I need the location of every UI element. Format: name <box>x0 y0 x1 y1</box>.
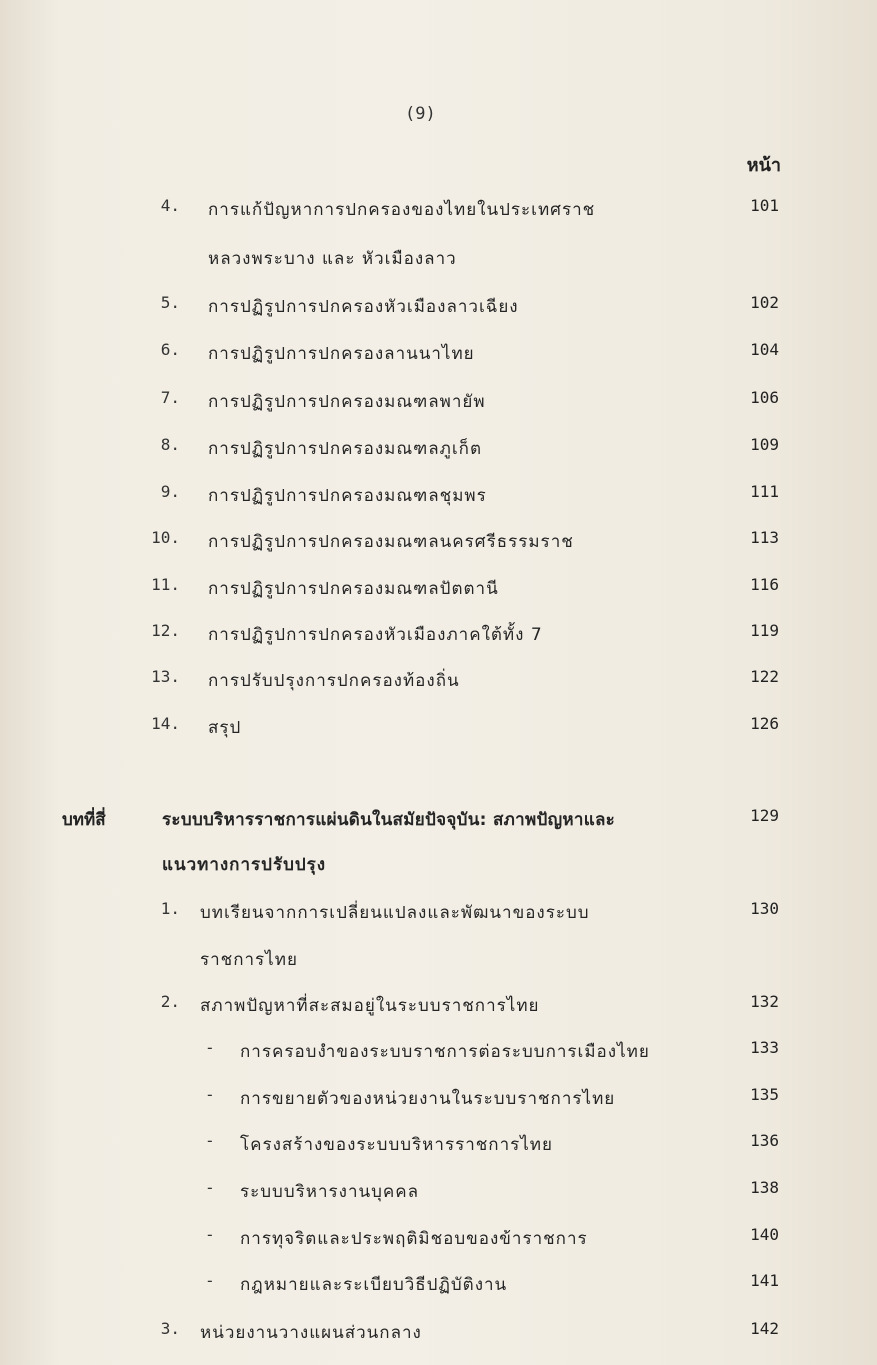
toc-entry <box>0 1319 877 1349</box>
toc-entry <box>0 946 877 976</box>
chapter-page: 129 <box>750 806 779 825</box>
entry-number: 3. <box>160 1319 180 1338</box>
toc-entry <box>0 435 877 465</box>
page-number: (9) <box>405 104 436 124</box>
bullet-dash: - <box>205 1131 215 1150</box>
toc-entry <box>0 340 877 370</box>
toc-sub-item <box>0 1271 877 1301</box>
entry-page: 116 <box>750 575 779 594</box>
entry-page: 111 <box>750 482 779 501</box>
chapter-heading <box>0 806 877 836</box>
chapter-title-continued: แนวทางการปรับปรุง <box>162 855 327 875</box>
entry-title: หน่วยงานวางแผนส่วนกลาง <box>200 1323 422 1343</box>
toc-entry <box>0 528 877 558</box>
entry-number: 6. <box>160 340 180 359</box>
entry-number: 9. <box>160 482 180 501</box>
entry-number: 12. <box>151 621 180 640</box>
toc-entry <box>0 482 877 512</box>
entry-number: 4. <box>160 196 180 215</box>
entry-title: การปฏิรูปการปกครองมณฑลพายัพ <box>208 392 486 412</box>
sub-item-page: 140 <box>750 1225 779 1244</box>
entry-title: การปฏิรูปการปกครองลานนาไทย <box>208 344 475 364</box>
sub-item-page: 141 <box>750 1271 779 1290</box>
toc-entry <box>0 388 877 418</box>
entry-title: การปฏิรูปการปกครองมณฑลปัตตานี <box>208 579 499 599</box>
entry-page: 126 <box>750 714 779 733</box>
page-column-header: หน้า <box>746 155 781 176</box>
chapter-heading-continued <box>0 851 877 881</box>
toc-sub-item <box>0 1225 877 1255</box>
entry-title: การปฏิรูปการปกครองมณฑลชุมพร <box>208 486 487 506</box>
entry-page: 102 <box>750 293 779 312</box>
sub-item-page: 136 <box>750 1131 779 1150</box>
toc-sub-item <box>0 1178 877 1208</box>
entry-number: 14. <box>151 714 180 733</box>
sub-item-title: ระบบบริหารงานบุคคล <box>240 1182 420 1202</box>
toc-entry <box>0 667 877 697</box>
bullet-dash: - <box>205 1271 215 1290</box>
toc-entry <box>0 575 877 605</box>
chapter-label: บทที่สี่ <box>62 810 106 830</box>
entry-page: 113 <box>750 528 779 547</box>
entry-title: บทเรียนจากการเปลี่ยนแปลงและพัฒนาของระบบ <box>200 903 590 923</box>
entry-page: 104 <box>750 340 779 359</box>
entry-number: 10. <box>151 528 180 547</box>
toc-sub-item <box>0 1085 877 1115</box>
toc-entry <box>0 714 877 744</box>
toc-sub-item <box>0 1131 877 1161</box>
toc-entry <box>0 196 877 226</box>
chapter-title: ระบบบริหารราชการแผ่นดินในสมัยปัจจุบัน: สภาพปัญหาและ <box>162 810 616 830</box>
sub-item-title: โครงสร้างของระบบบริหารราชการไทย <box>240 1135 553 1155</box>
entry-title: การปฏิรูปการปกครองมณฑลนครศรีธรรมราช <box>208 532 574 552</box>
entry-title: การปรับปรุงการปกครองท้องถิ่น <box>208 671 460 691</box>
sub-item-title: กฎหมายและระเบียบวิธีปฏิบัติงาน <box>240 1275 508 1295</box>
entry-number: 5. <box>160 293 180 312</box>
entry-page: 101 <box>750 196 779 215</box>
entry-number: 1. <box>160 899 180 918</box>
bullet-dash: - <box>205 1178 215 1197</box>
entry-title: ราชการไทย <box>200 950 298 970</box>
entry-page: 132 <box>750 992 779 1011</box>
entry-page: 106 <box>750 388 779 407</box>
entry-number: 2. <box>160 992 180 1011</box>
entry-title: การแก้ปัญหาการปกครองของไทยในประเทศราช <box>208 200 596 220</box>
sub-item-page: 133 <box>750 1038 779 1057</box>
sub-item-title: การขยายตัวของหน่วยงานในระบบราชการไทย <box>240 1089 616 1109</box>
sub-item-title: การทุจริตและประพฤติมิชอบของข้าราชการ <box>240 1229 588 1249</box>
bullet-dash: - <box>205 1038 215 1057</box>
bullet-dash: - <box>205 1225 215 1244</box>
entry-title: สภาพปัญหาที่สะสมอยู่ในระบบราชการไทย <box>200 996 540 1016</box>
toc-sub-item <box>0 1038 877 1068</box>
entry-page: 122 <box>750 667 779 686</box>
toc-entry <box>0 992 877 1022</box>
entry-page: 130 <box>750 899 779 918</box>
sub-item-page: 135 <box>750 1085 779 1104</box>
entry-number: 13. <box>151 667 180 686</box>
entry-title: สรุป <box>208 718 242 738</box>
entry-title: การปฏิรูปการปกครองหัวเมืองลาวเฉียง <box>208 297 519 317</box>
sub-item-title: การครอบงำของระบบราชการต่อระบบการเมืองไทย <box>240 1042 650 1062</box>
toc-entry <box>0 899 877 929</box>
entry-title: การปฏิรูปการปกครองหัวเมืองภาคใต้ทั้ง 7 <box>208 625 543 645</box>
entry-page: 142 <box>750 1319 779 1338</box>
entry-number: 7. <box>160 388 180 407</box>
entry-number: 8. <box>160 435 180 454</box>
toc-entry <box>0 293 877 323</box>
entry-page: 119 <box>750 621 779 640</box>
entry-title: การปฏิรูปการปกครองมณฑลภูเก็ต <box>208 439 483 459</box>
entry-number: 11. <box>151 575 180 594</box>
sub-item-page: 138 <box>750 1178 779 1197</box>
bullet-dash: - <box>205 1085 215 1104</box>
entry-page: 109 <box>750 435 779 454</box>
entry-title: หลวงพระบาง และ หัวเมืองลาว <box>208 249 457 269</box>
toc-entry <box>0 621 877 651</box>
toc-entry <box>0 245 877 275</box>
